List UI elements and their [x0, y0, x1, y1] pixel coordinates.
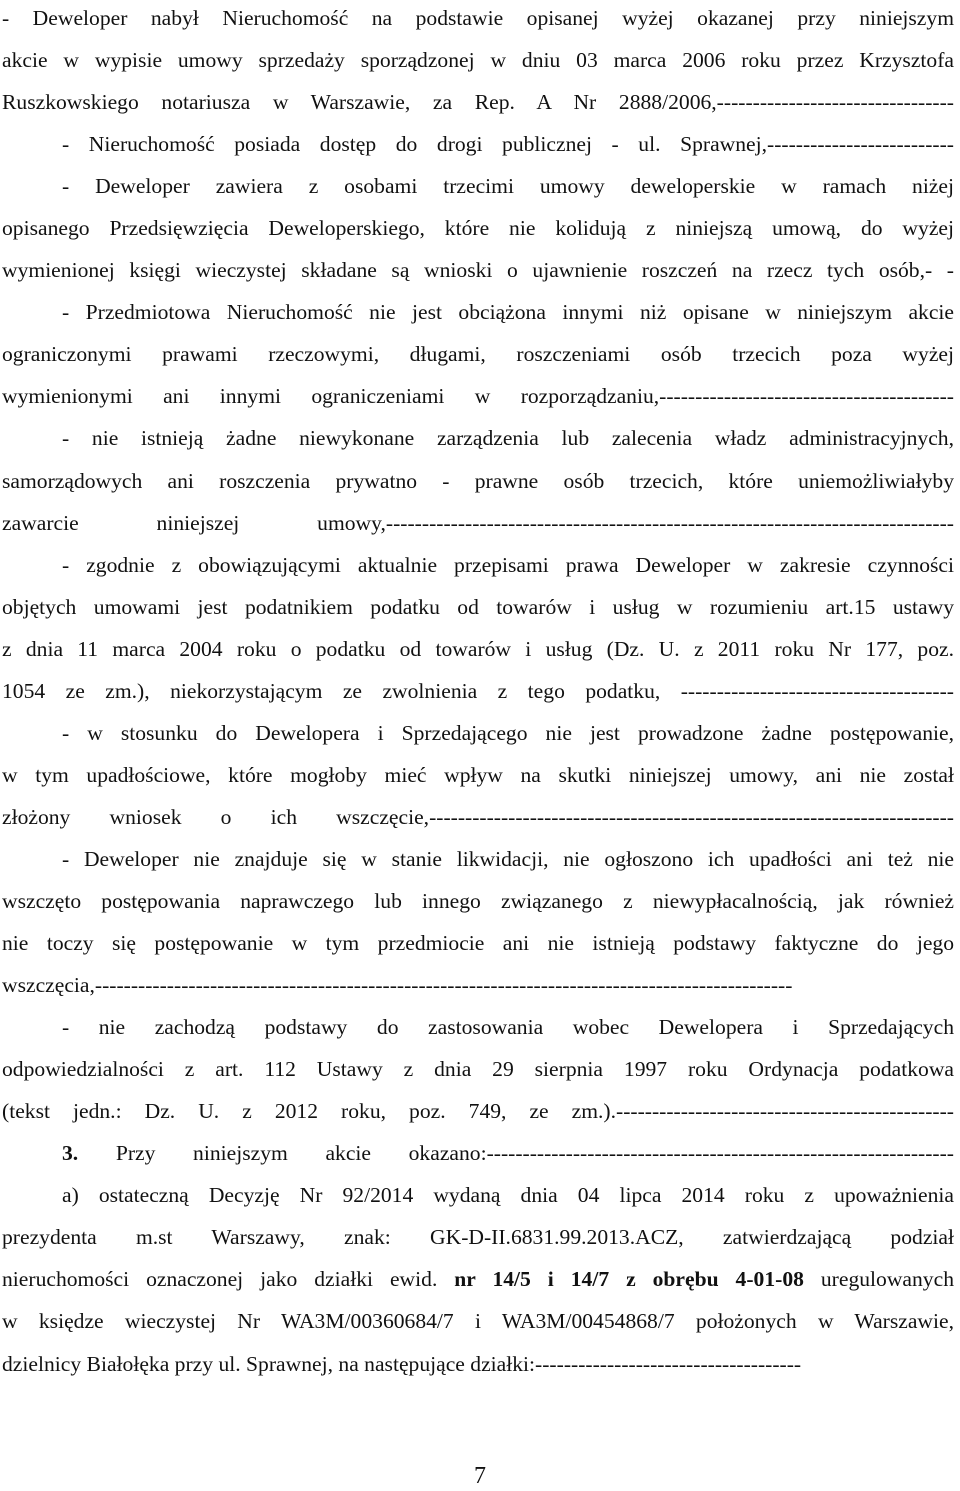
- text-line: - Przedmiotowa Nieruchomość nie jest obciążona innymi niż opisane w niniejszym akcie: [62, 300, 954, 325]
- text-line: wszczęcia,-------------------------------------------------------------------------------------------------: [2, 973, 793, 998]
- text-line: 1054 ze zm.), niekorzystającym ze zwolnienia z tego podatku, --------------------------------------: [2, 678, 954, 703]
- clause-paragraph: [2, 0, 954, 123]
- text-segment: uregulowanych: [803, 1267, 954, 1292]
- text-line: zawarcie niniejszej umowy,-------------------------------------------------------------------------------: [2, 510, 954, 535]
- text-line: - nie zachodzą podstawy do zastosowania wobec Dewelopera i Sprzedających: [62, 1015, 954, 1040]
- text-line: samorządowych ani roszczenia prywatno - prawne osób trzecich, które uniemożliwiałyby: [2, 468, 954, 493]
- section-number: 3.: [62, 1141, 79, 1166]
- text-line: złożony wniosek o ich wszczęcie,-------------------------------------------------------------------------: [2, 804, 954, 829]
- text-line: - w stosunku do Dewelopera i Sprzedającego nie jest prowadzone żadne postępowanie,: [62, 720, 954, 745]
- text-line: - Deweloper nabył Nieruchomość na podstawie opisanej wyżej okazanej przy niniejszym: [2, 6, 954, 30]
- text-line: Ruszkowskiego notariusza w Warszawie, za Rep. A Nr 2888/2006,---------------------------------: [2, 90, 954, 115]
- text-line: odpowiedzialności z art. 112 Ustawy z dnia 29 sierpnia 1997 roku Ordynacja podatkowa: [2, 1057, 954, 1082]
- text-line: (tekst jedn.: Dz. U. z 2012 roku, poz. 749, ze zm.).-----------------------------------------------: [2, 1099, 954, 1124]
- text-line: - nie istnieją żadne niewykonane zarządzenia lub zalecenia władz administracyjnych,: [62, 426, 954, 451]
- text-line: - zgodnie z obowiązującymi aktualnie przepisami prawa Deweloper w zakresie czynności: [62, 552, 954, 577]
- page-number: 7: [474, 1463, 486, 1489]
- text-line: - Nieruchomość posiada dostęp do drogi publicznej - ul. Sprawnej,--------------------------: [62, 132, 954, 157]
- text-line: w księdze wieczystej Nr WA3M/00360684/7 i WA3M/00454868/7 położonych w Warszawie,: [2, 1309, 954, 1334]
- section-heading-text: Przy niniejszym akcie okazano:-----------------------------------------------------------------: [78, 1141, 954, 1166]
- clause-paragraph: [2, 123, 954, 165]
- text-line: prezydenta m.st Warszawy, znak: GK-D-II.6831.99.2013.ACZ, zatwierdzającą podział: [2, 1225, 954, 1250]
- text-line: w tym upadłościowe, które mogłoby mieć wpływ na skutki niniejszej umowy, ani nie został: [2, 762, 954, 787]
- clause-paragraph: [2, 417, 954, 543]
- clause-paragraph: [2, 712, 954, 838]
- text-line: - Deweloper zawiera z osobami trzecimi umowy deweloperskie w ramach niżej: [62, 174, 954, 199]
- clause-paragraph: [2, 1006, 954, 1132]
- document-body: [2, 0, 954, 1385]
- clause-paragraph: [2, 291, 954, 417]
- text-line: wymienionej księgi wieczystej składane są wnioski o ujawnienie roszczeń na rzecz tych osób,- -: [2, 258, 954, 283]
- text-line: akcie w wypisie umowy sprzedaży sporządzonej w dniu 03 marca 2006 roku przez Krzysztofa: [2, 48, 954, 73]
- clause-paragraph: [2, 544, 954, 712]
- text-segment: nieruchomości oznaczonej jako działki ewid.: [2, 1267, 455, 1292]
- section-3-heading: [2, 1132, 954, 1174]
- text-line: objętych umowami jest podatnikiem podatku od towarów i usług w rozumieniu art.15 ustawy: [2, 594, 954, 619]
- text-line: [2, 1258, 954, 1300]
- text-line: nie toczy się postępowanie w tym przedmiocie ani nie istnieją podstawy faktyczne do jego: [2, 931, 954, 956]
- text-line: wszczęto postępowania naprawczego lub innego związanego z niewypłacalnością, jak również: [2, 888, 954, 913]
- text-line: z dnia 11 marca 2004 roku o podatku od towarów i usług (Dz. U. z 2011 roku Nr 177, poz.: [2, 636, 954, 661]
- clause-paragraph: [2, 838, 954, 1006]
- text-line: a) ostateczną Decyzję Nr 92/2014 wydaną dnia 04 lipca 2014 roku z upoważnienia: [62, 1183, 954, 1208]
- text-line: opisanego Przedsięwzięcia Deweloperskiego, które nie kolidują z niniejszą umową, do wyżej: [2, 216, 954, 241]
- section-3: [2, 1132, 954, 1384]
- text-line: wymienionymi ani innymi ograniczeniami w rozporządzaniu,-----------------------------------------: [2, 384, 954, 409]
- text-line: ograniczonymi prawami rzeczowymi, długami, roszczeniami osób trzecich poza wyżej: [2, 342, 954, 367]
- clause-paragraph: [2, 165, 954, 291]
- parcel-numbers-bold: nr 14/5 i 14/7 z obrębu 4-01-08: [454, 1267, 804, 1292]
- text-line: dzielnicy Białołęka przy ul. Sprawnej, na następujące działki:-------------------------------------: [2, 1351, 802, 1376]
- text-line: - Deweloper nie znajduje się w stanie likwidacji, nie ogłoszono ich upadłości ani też nie: [62, 846, 954, 871]
